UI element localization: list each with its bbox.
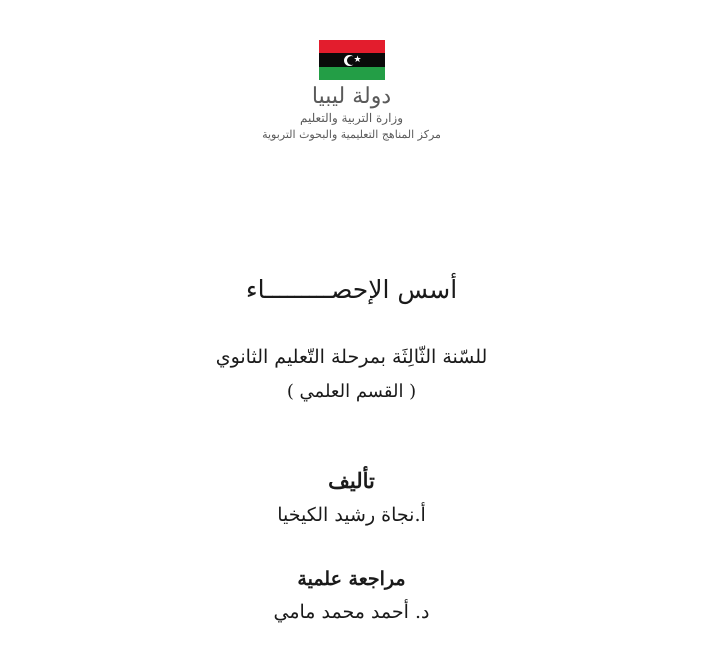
star-icon: ★	[353, 55, 362, 65]
ministry-name: وزارة التربية والتعليم	[299, 111, 404, 125]
author-name: أ.نجاة رشيد الكيخيا	[277, 504, 426, 526]
libya-flag-icon	[319, 40, 385, 80]
flag-green-band	[319, 67, 385, 80]
curriculum-center-name: مركز المناهج التعليمية والبحوث التربوية	[262, 128, 441, 141]
ministry-header	[0, 40, 703, 142]
state-name: دولة ليبيا	[311, 84, 392, 109]
flag-red-band	[319, 40, 385, 53]
author-label: تأليف	[328, 468, 375, 493]
section-note: ( القسم العلمي )	[286, 381, 417, 402]
book-subtitle: للسّنة الثّالِثَة بمرحلة التّعليم الثانوي	[215, 346, 488, 368]
reviewer-name: د. أحمد محمد مامي	[273, 601, 430, 623]
book-title: أسس الإحصـــــــــاء	[245, 275, 458, 304]
review-label: مراجعة علمية	[297, 568, 406, 590]
